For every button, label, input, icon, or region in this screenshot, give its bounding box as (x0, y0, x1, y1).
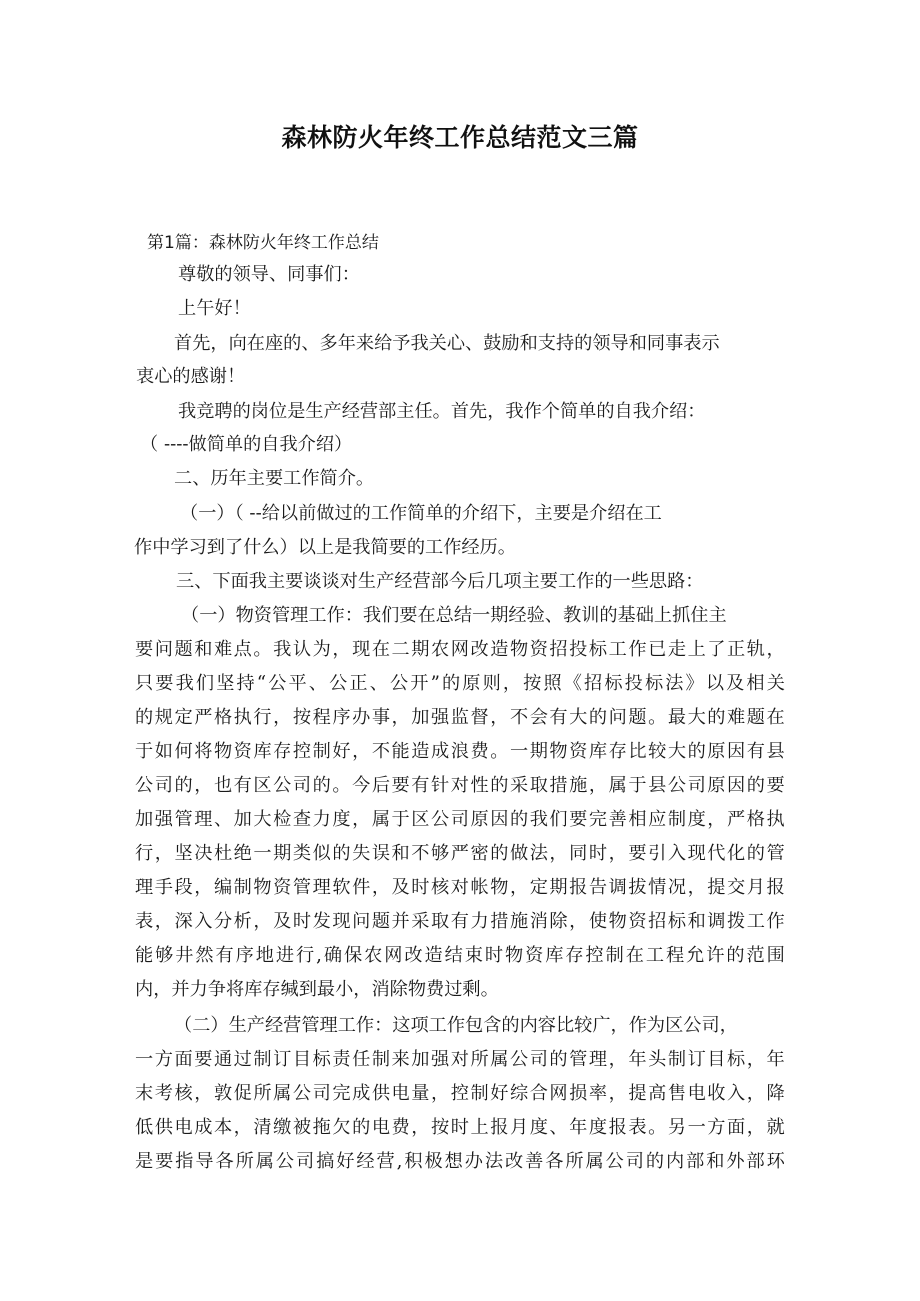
section-heading-three: 三、下面我主要谈谈对生产经营部今后几项主要工作的一些思路： (176, 571, 704, 592)
paragraph-line: （一）（ --给以前做过的工作简单的介绍下，主要是介绍在工 (180, 503, 662, 524)
paragraph-line: 的 规 定 严 格 执 行 ， 按 程 序 办 事 ， 加 强 监 督 ， 不 会 有 大 的 问 题 。 最 大 的 难 题 在 (135, 707, 785, 728)
paragraph-line: 理 手 段 ， 编 制 物 资 管 理 软 件 ， 及 时 核 对 帐 物 ， 定 期 报 告 调 拔 情 况 ， 提 交 月 报 (135, 877, 785, 898)
paragraph-line: 表 ， 深 入 分 析 ， 及 时 发 现 问 题 并 采 取 有 力 措 施 消 除 ， 使 物 资 招 标 和 调 拨 工 作 (135, 911, 785, 932)
paragraph-line: （ ----做简单的自我介绍） (140, 434, 353, 455)
paragraph-line: 首先，向在座的、多年来给予我关心、鼓励和支持的领导和同事表示 (174, 333, 720, 354)
paragraph-line: 要 问 题 和 难 点 。 我 认 为 ， 现 在 二 期 农 网 改 造 物 资 招 投 标 工 作 已 走 上 了 正 轨 ， (135, 639, 785, 660)
paragraph-line: （二）生产经营管理工作：这项工作包含的内容比较广，作为区公司， (174, 1015, 738, 1036)
greeting-line: 上午好！ (178, 298, 251, 319)
paragraph-line: 作中学习到了什么）以上是我简要的工作经历。 (134, 537, 516, 558)
section-heading: 第1篇：森林防火年终工作总结 (147, 233, 379, 253)
paragraph-line: 我竞聘的岗位是生产经营部主任。首先，我作个简单的自我介绍： (178, 401, 706, 422)
paragraph-line: 末 考 核 ， 敦 促 所 属 公 司 完 成 供 电 量 ， 控 制 好 综 合 网 损 率 ， 提 高 售 电 收 入 ， 降 (135, 1083, 785, 1104)
paragraph-line: 内，并力争将库存缄到最小，消除物费过剩。 (135, 979, 499, 1000)
section-heading-two: 二、历年主要工作简介。 (174, 468, 375, 489)
paragraph-line: 能 够 井 然 有 序 地 进 行 , 确 保 农 网 改 造 结 束 时 物 资 库 存 控 制 在 工 程 允 许 的 范 围 (135, 945, 785, 966)
paragraph-line: 公 司 的 ， 也 有 区 公 司 的 。 今 后 要 有 针 对 性 的 采 取 措 施 ， 属 于 县 公 司 原 因 的 要 (135, 775, 785, 796)
paragraph-line: 是 要 指 导 各 所 属 公 司 搞 好 经 营 , 积 极 想 办 法 改 善 各 所 属 公 司 的 内 部 和 外 部 环 (135, 1151, 785, 1172)
salutation-line: 尊敬的领导、同事们： (178, 264, 360, 285)
paragraph-line: （一）物资管理工作：我们要在总结一期经验、教训的基础上抓住主 (181, 605, 727, 626)
paragraph-line: 衷心的感谢！ (136, 366, 246, 387)
paragraph-line: 于 如 何 将 物 资 库 存 控 制 好 ， 不 能 造 成 浪 费 。 一 期 物 资 库 存 比 较 大 的 原 因 有 县 (135, 741, 785, 762)
paragraph-line: 低 供 电 成 本 ， 清 缴 被 拖 欠 的 电 费 ， 按 时 上 报 月 度 、 年 度 报 表 。 另 一 方 面 ， 就 (135, 1117, 785, 1138)
paragraph-line: 加 强 管 理 、 加 大 检 查 力 度 ， 属 于 区 公 司 原 因 的 我 们 要 完 善 相 应 制 度 ， 严 格 执 (135, 809, 785, 830)
document-title: 森林防火年终工作总结范文三篇 (281, 123, 639, 152)
paragraph-line: 只 要 我 们 坚 持 “ 公 平 、 公 正 、 公 开 ” 的 原 则 ， 按 照 《 招 标 投 标 法 》 以 及 相 关 (135, 673, 785, 694)
paragraph-line: 行 ， 坚 决 杜 绝 一 期 类 似 的 失 误 和 不 够 严 密 的 做 法 ， 同 时 ， 要 引 入 现 代 化 的 管 (135, 843, 785, 864)
paragraph-line: 一 方 面 要 通 过 制 订 目 标 责 任 制 来 加 强 对 所 属 公 司 的 管 理 ， 年 头 制 订 目 标 ， 年 (135, 1049, 785, 1070)
